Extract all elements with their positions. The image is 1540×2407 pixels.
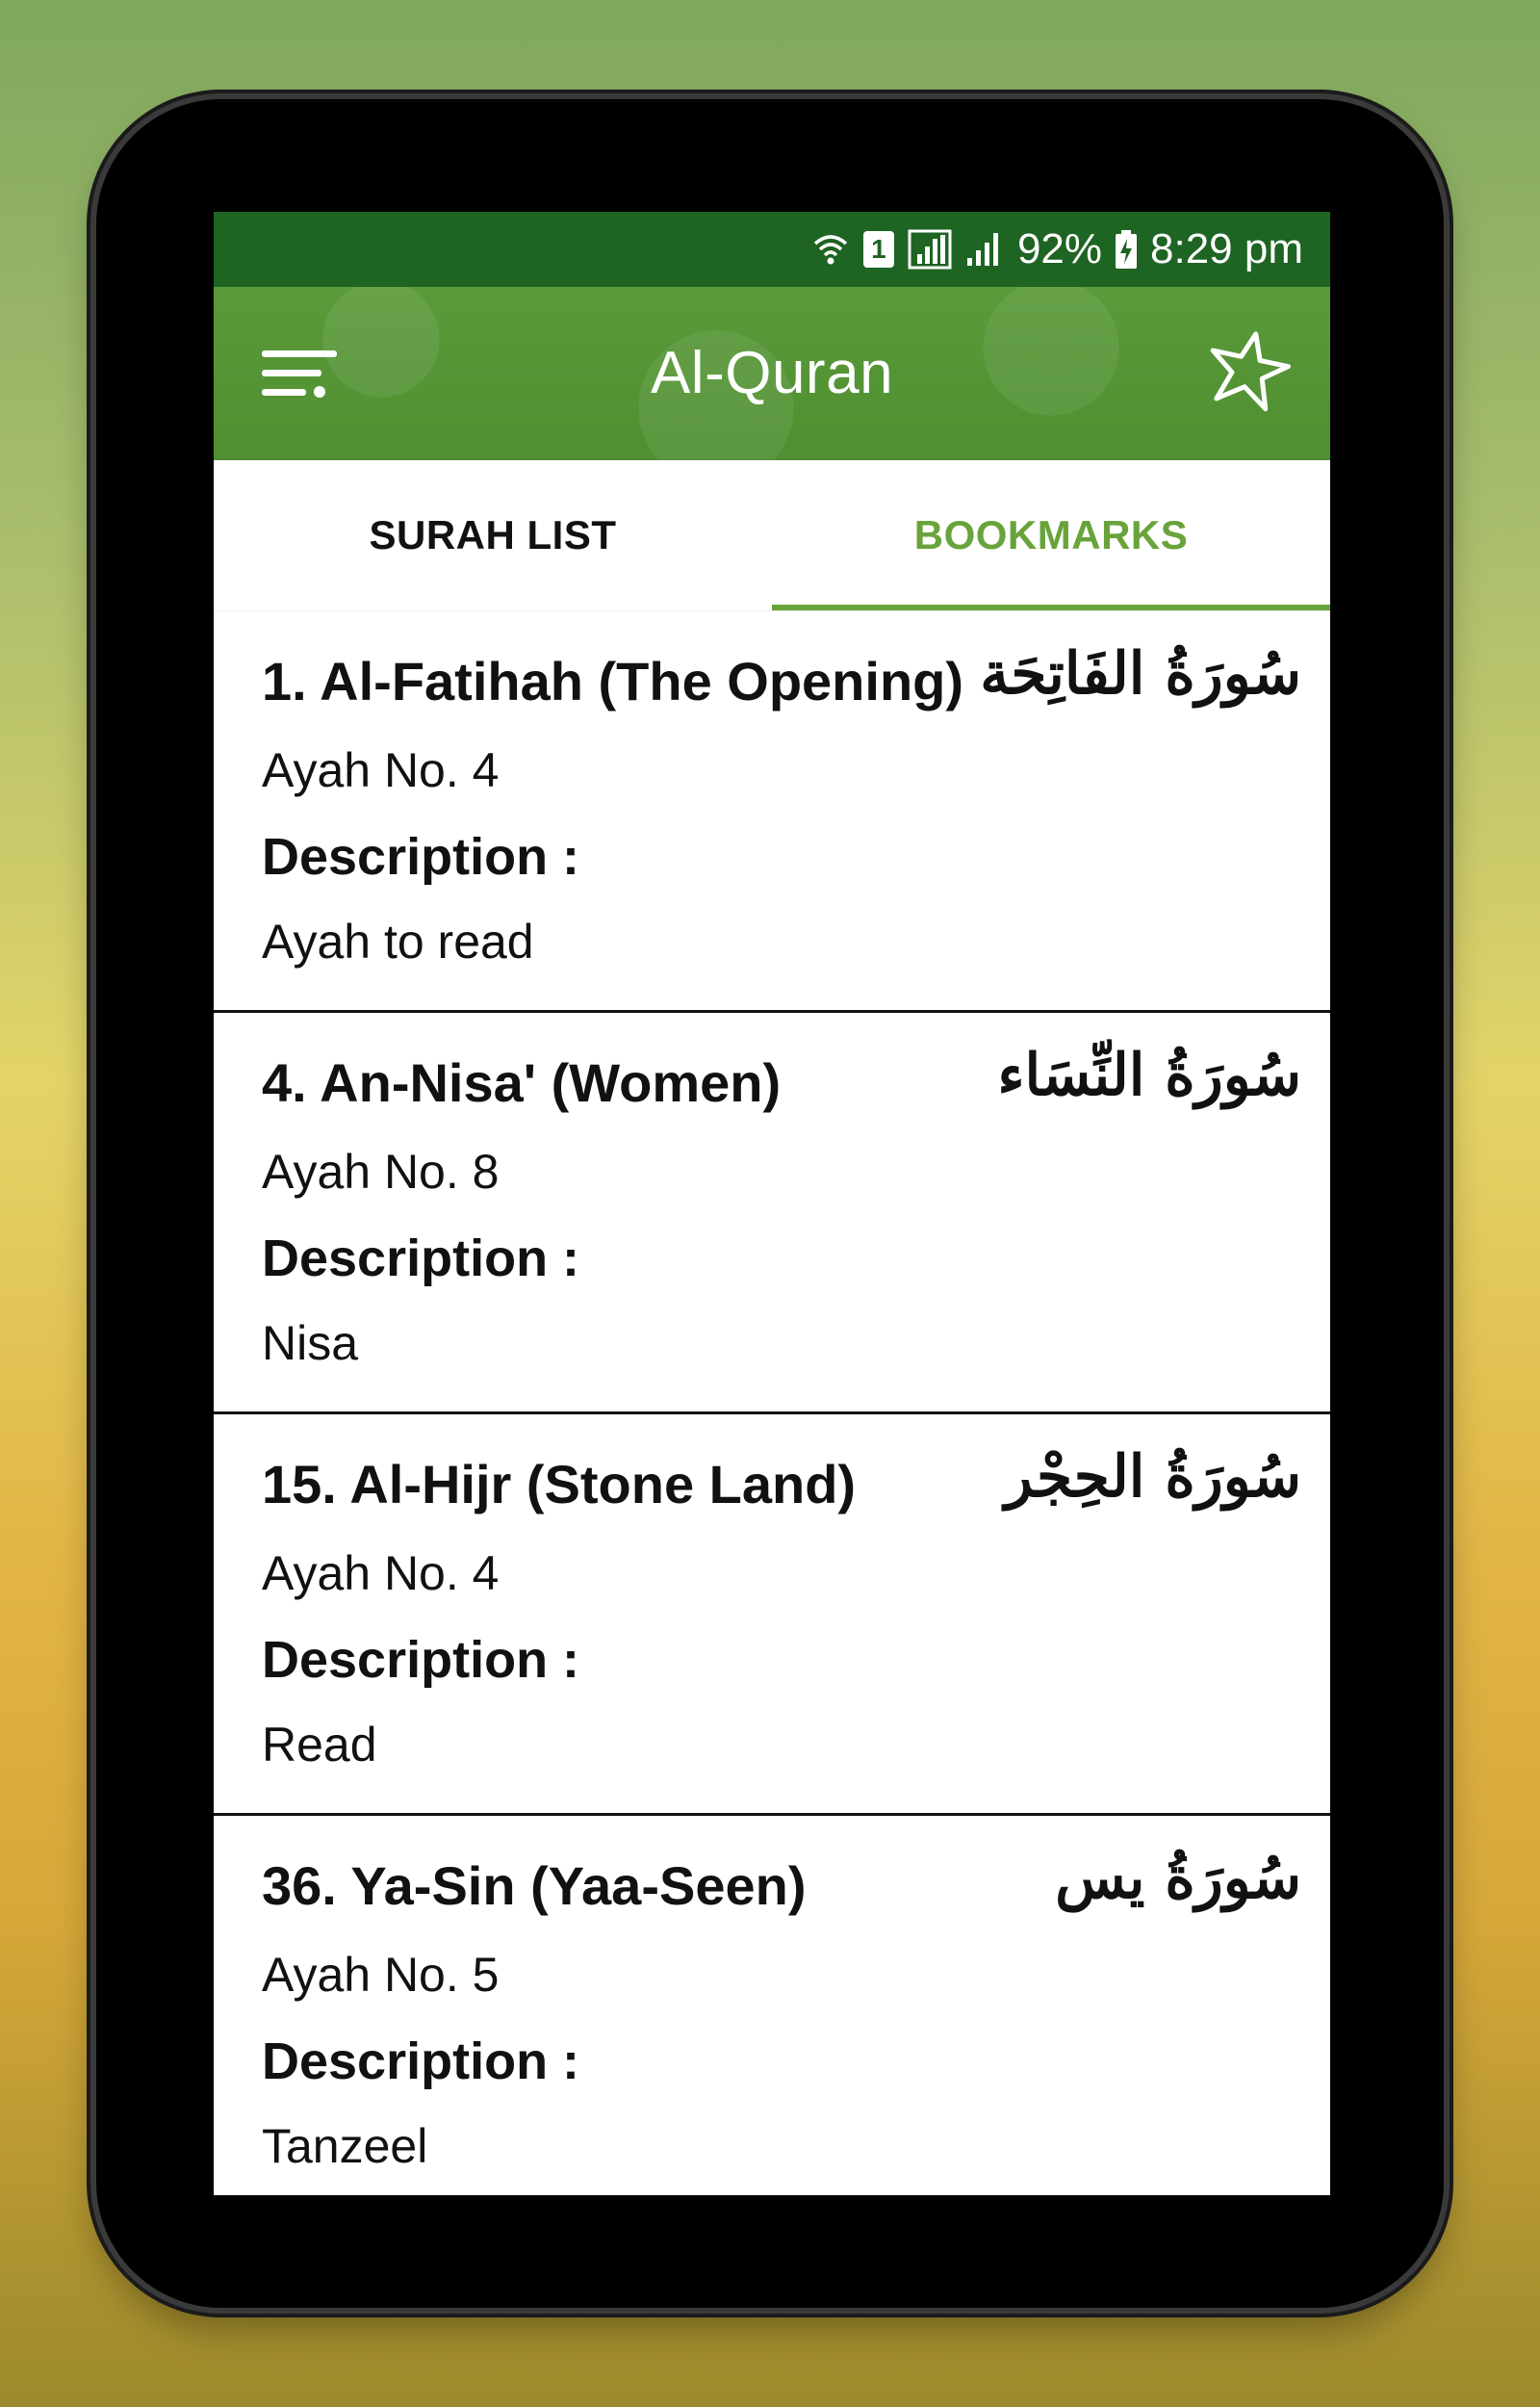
app-bar [214,287,1330,460]
page-title: Al-Quran [650,340,894,406]
surah-name: 1. Al-Fatihah (The Opening) [262,651,964,712]
surah-name: 15. Al-Hijr (Stone Land) [262,1454,857,1514]
surah-arabic-title: سُورَةُ النِّسَاء [997,1042,1301,1109]
description-text: Tanzeel [262,2119,428,2173]
ayah-number: Ayah No. 4 [262,1546,500,1600]
description-label: Description : [262,828,580,886]
tab-indicator [772,605,1330,610]
sim-icon: 1 [863,231,894,268]
list-item[interactable] [214,1816,1330,2195]
status-bar [214,212,1330,287]
list-item[interactable] [214,1013,1330,1414]
battery-percentage: 92% [1016,225,1103,272]
description-label: Description : [262,1631,580,1689]
surah-name: 36. Ya-Sin (Yaa-Seen) [262,1855,807,1916]
ayah-number: Ayah No. 4 [262,743,500,797]
bookmark-list [214,611,1330,2195]
tab-bar [214,460,1330,611]
clock: 8:29 pm [1150,225,1303,272]
surah-name: 4. An-Nisa' (Women) [262,1052,782,1113]
app-screen [214,212,1330,2195]
description-text: Nisa [262,1316,359,1370]
description-text: Ayah to read [262,915,534,969]
tab-bookmarks[interactable]: BOOKMARKS [913,512,1189,557]
star-icon[interactable] [1201,327,1294,425]
signal-icon [908,229,952,270]
description-text: Read [262,1718,377,1772]
description-label: Description : [262,2032,580,2090]
signal-strength-icon [965,229,1004,270]
surah-arabic-title: سُورَةُ يس [1055,1845,1301,1912]
tab-surah-list[interactable]: SURAH LIST [369,512,617,557]
wifi-icon [811,230,850,269]
ayah-number: Ayah No. 5 [262,1948,500,2002]
battery-charging-icon [1116,230,1137,269]
surah-arabic-title: سُورَةُ الحِجْر [1004,1443,1301,1511]
surah-arabic-title: سُورَةُ الفَاتِحَة [980,640,1301,708]
list-item[interactable] [214,1414,1330,1816]
ayah-number: Ayah No. 8 [262,1145,500,1199]
description-label: Description : [262,1229,580,1287]
list-item[interactable] [214,611,1330,1013]
